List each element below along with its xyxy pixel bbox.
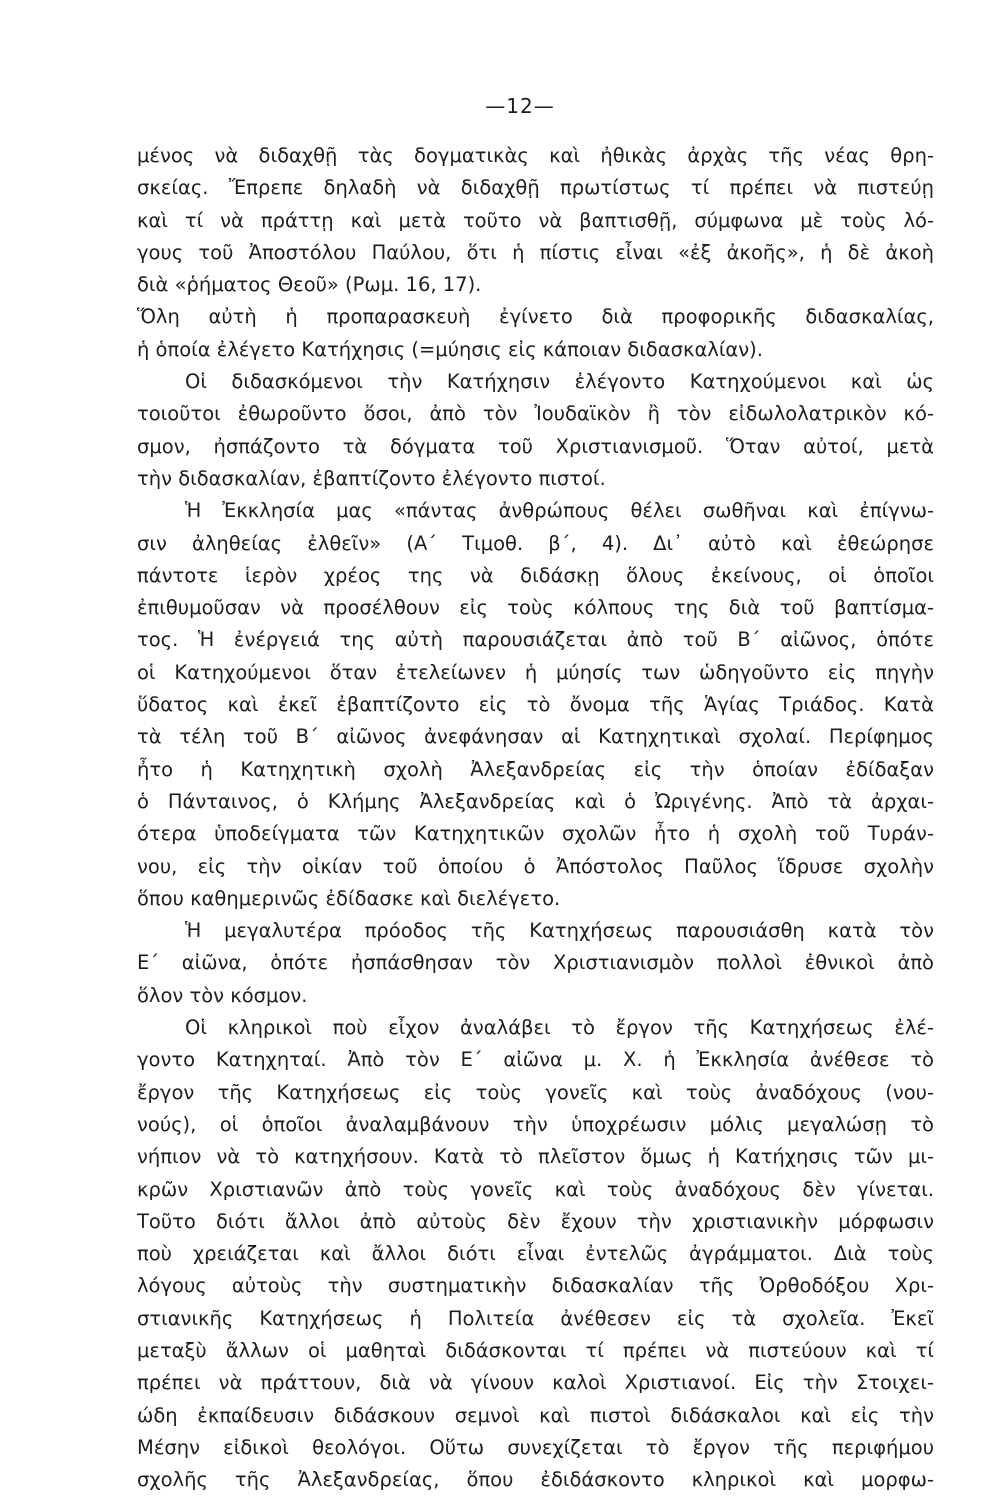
text-line: στιανικῆς Κατηχήσεως ἡ Πολιτεία ἀνέθεσεν εἰς τὰ σχολεῖα. Ἐκεῖ xyxy=(137,1306,934,1330)
text-line: τὰ τέλη τοῦ Β΄ αἰῶνος ἀνεφάνησαν αἱ Κατηχητικαὶ σχολαί. Περίφημος xyxy=(137,725,934,749)
text-line: Ὅλη αὐτὴ ἡ προπαρασκευὴ ἐγίνετο διὰ προφορικῆς διδασκαλίας, xyxy=(137,305,934,329)
text-line: πάντοτε ἱερὸν χρέος της νὰ διδάσκῃ ὅλους ἐκείνους, οἱ ὁποῖοι xyxy=(137,563,934,587)
text-line: ότερα ὑποδείγματα τῶν Κατηχητικῶν σχολῶν ἦτο ἡ σχολὴ τοῦ Τυράν- xyxy=(137,822,934,846)
text-line: νήπιον νὰ τὸ κατηχήσουν. Κατὰ τὸ πλεῖστον ὅμως ἡ Κατήχησις τῶν μι- xyxy=(137,1145,934,1169)
page-number: —12— xyxy=(485,94,555,118)
text-line: καὶ τί νὰ πράττῃ καὶ μετὰ τοῦτο νὰ βαπτισθῇ, σύμφωνα μὲ τοὺς λό- xyxy=(137,208,934,232)
text-line: κρῶν Χριστιανῶν ἀπὸ τοὺς γονεῖς καὶ τοὺς ἀναδόχους δὲν γίνεται. xyxy=(137,1177,934,1201)
text-line: ἔργον τῆς Κατηχήσεως εἰς τοὺς γονεῖς καὶ τοὺς ἀναδόχους (νου- xyxy=(137,1080,934,1104)
text-line: σχολῆς τῆς Ἀλεξανδρείας, ὅπου ἐδιδάσκοντο κληρικοὶ καὶ μορφω- xyxy=(137,1468,934,1492)
text-line: σκείας. Ἔπρεπε δηλαδὴ νὰ διδαχθῇ πρωτίστως τί πρέπει νὰ πιστεύῃ xyxy=(137,176,934,200)
body-text xyxy=(137,140,934,1496)
text-line: νούς), οἱ ὁποῖοι ἀναλαμβάνουν τὴν ὑποχρέωσιν μόλις μεγαλώσῃ τὸ xyxy=(137,1112,934,1136)
text-line: ὅπου καθημερινῶς ἐδίδασκε καὶ διελέγετο. xyxy=(137,886,561,910)
text-line: πρέπει νὰ πράττουν, διὰ νὰ γίνουν καλοὶ Χριστιανοί. Εἰς τὴν Στοιχει- xyxy=(137,1371,934,1395)
text-line: Ε΄ αἰῶνα, ὁπότε ἠσπάσθησαν τὸν Χριστιανισμὸν πολλοὶ ἐθνικοὶ ἀπὸ xyxy=(137,951,934,975)
paragraph xyxy=(137,1012,934,1496)
text-line: γους τοῦ Ἀποστόλου Παύλου, ὅτι ἡ πίστις εἶναι «ἐξ ἀκοῆς», ἡ δὲ ἀκοὴ xyxy=(137,240,934,264)
text-line: μένος νὰ διδαχθῇ τὰς δογματικὰς καὶ ἠθικὰς ἀρχὰς τῆς νέας θρη- xyxy=(137,144,934,167)
paragraph xyxy=(137,301,934,366)
text-line: Μέσην εἰδικοὶ θεολόγοι. Οὕτω συνεχίζεται τὸ ἔργον τῆς περιφήμου xyxy=(137,1435,934,1459)
text-line: Οἱ διδασκόμενοι τὴν Κατήχησιν ἐλέγοντο Κατηχούμενοι καὶ ὡς xyxy=(185,370,934,394)
text-line: σμον, ἠσπάζοντο τὰ δόγματα τοῦ Χριστιανισμοῦ. Ὅταν αὐτοί, μετὰ xyxy=(137,434,934,458)
text-line: Οἱ κληρικοὶ ποὺ εἶχον ἀναλάβει τὸ ἔργον τῆς Κατηχήσεως ἐλέ- xyxy=(185,1016,934,1040)
text-line: Τοῦτο διότι ἄλλοι ἀπὸ αὐτοὺς δὲν ἔχουν τὴν χριστιανικὴν μόρφωσιν xyxy=(137,1209,934,1233)
text-line: ποὺ χρειάζεται καὶ ἄλλοι διότι εἶναι ἐντελῶς ἀγράμματοι. Διὰ τοὺς xyxy=(137,1242,934,1266)
text-line: νου, εἰς τὴν οἰκίαν τοῦ ὁποίου ὁ Ἀπόστολος Παῦλος ἵδρυσε σχολὴν xyxy=(137,854,934,878)
text-line: τος. Ἡ ἐνέργειά της αὐτὴ παρουσιάζεται ἀπὸ τοῦ Β΄ αἰῶνος, ὁπότε xyxy=(137,628,934,652)
text-line: ἐπιθυμοῦσαν νὰ προσέλθουν εἰς τοὺς κόλπους της διὰ τοῦ βαπτίσμα- xyxy=(137,596,934,620)
text-line: Ἡ Ἐκκλησία μας «πάντας ἀνθρώπους θέλει σωθῆναι καὶ ἐπίγνω- xyxy=(185,499,934,523)
text-line: οἱ Κατηχούμενοι ὅταν ἐτελείωνεν ἡ μύησίς των ὡδηγοῦντο εἰς πηγὴν xyxy=(137,660,934,684)
text-line: σιν ἀληθείας ἐλθεῖν» (Α΄ Τιμοθ. β΄, 4). Δι᾽ αὐτὸ καὶ ἐθεώρησε xyxy=(137,531,934,555)
paragraph xyxy=(137,495,934,915)
text-line: ὁ Πάνταινος, ὁ Κλήμης Ἀλεξανδρείας καὶ ὁ Ὠριγένης. Ἀπὸ τὰ ἀρχαι- xyxy=(137,789,934,813)
text-line: λόγους αὐτοὺς τὴν συστηματικὴν διδασκαλίαν τῆς Ὀρθοδόξου Χρι- xyxy=(137,1274,934,1298)
text-line: ὅλον τὸν κόσμον. xyxy=(137,983,308,1007)
paragraph xyxy=(137,915,934,1012)
text-line: ώδη ἐκπαίδευσιν διδάσκουν σεμνοὶ καὶ πιστοὶ διδάσκαλοι καὶ εἰς τὴν xyxy=(137,1403,934,1427)
text-line: ἡ ὁποία ἐλέγετο Κατήχησις (=μύησις εἰς κάποιαν διδασκαλίαν). xyxy=(137,337,763,361)
text-line: διὰ «ῥήματος Θεοῦ» (Ρωμ. 16, 17). xyxy=(137,273,482,297)
text-line: τοιοῦτοι ἐθωροῦντο ὅσοι, ἀπὸ τὸν Ἰουδαϊκὸν ἢ τὸν εἰδωλολατρικὸν κό- xyxy=(137,402,934,426)
text-line: ἦτο ἡ Κατηχητικὴ σχολὴ Ἀλεξανδρείας εἰς τὴν ὁποίαν ἐδίδαξαν xyxy=(137,757,934,781)
paragraph xyxy=(137,366,934,495)
text-line: γοντο Κατηχηταί. Ἀπὸ τὸν Ε΄ αἰῶνα μ. Χ. ἡ Ἐκκλησία ἀνέθεσε τὸ xyxy=(137,1048,934,1072)
text-line: τὴν διδασκαλίαν, ἐβαπτίζοντο ἐλέγοντο πιστοί. xyxy=(137,466,606,490)
text-line: ὕδατος καὶ ἐκεῖ ἐβαπτίζοντο εἰς τὸ ὄνομα τῆς Ἁγίας Τριάδος. Κατὰ xyxy=(137,693,934,717)
text-line: μεταξὺ ἄλλων οἱ μαθηταὶ διδάσκονται τί πρέπει νὰ πιστεύουν καὶ τί xyxy=(137,1338,934,1362)
paragraph xyxy=(137,140,934,301)
text-line: Ἡ μεγαλυτέρα πρόοδος τῆς Κατηχήσεως παρουσιάσθη κατὰ τὸν xyxy=(185,919,934,943)
